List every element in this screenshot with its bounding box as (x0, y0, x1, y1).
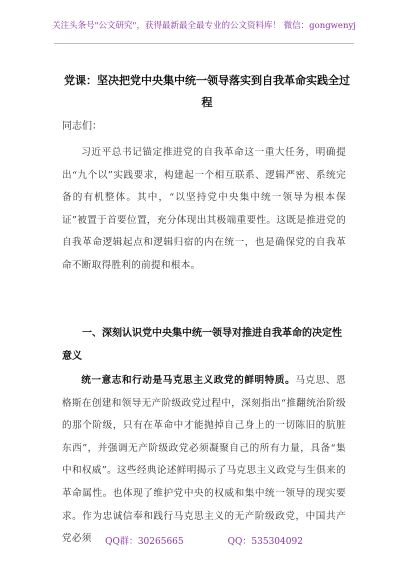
header-promo-note: 关注头条号"公文研究"，获得最新最全最专业的公文资料库！ 微信：gongwenyj (52, 21, 356, 31)
section-paragraph-text: 马克思、恩格斯在创建和领导无产阶级政党过程中，深刻指出“推翻统治阶级的那个阶级，只有在革命中才能抛掉自己身上的一切陈旧的肮脏东西”，并强调无产阶级政党必须凝聚自己的所有力量，具备“集中和权威”。这些经典论述鲜明揭示了马克思主义政党与生俱来的革命属性。也体现了维护党中央的权威和集中统一领导的现实要求。作为忠诚信奉和践行马克思主义的无产阶级政党，中国共产党必须 (62, 375, 346, 545)
footer-qq: QQ：535304092 (227, 537, 303, 547)
salutation: 同志们： (62, 121, 102, 132)
footer-contact (0, 536, 408, 548)
section-heading: 一、深刻认识党中央集中统一领导对推进自我革命的决定性意义 (62, 328, 342, 362)
document-title: 党课：坚决把党中央集中统一领导落实到自我革命实践全过程 (64, 74, 350, 109)
header-divider (54, 43, 354, 44)
section-paragraph (62, 370, 346, 551)
intro-paragraph: 习近平总书记锚定推进党的自我革命这一重大任务，明确提出“九个以”实践要求，构建起一个相互联系、逻辑严密、系统完备的有机整体。其中，“以坚持党中央集中统一领导为根本保证”被置于首要位置，充分体现出其极端重要性。这既是推进党的自我革命逻辑起点和逻辑归宿的内在统一，也是确保党的自我革命不断取得胜利的前提和根本。 (62, 147, 346, 271)
section-lead-sentence: 统一意志和行动是马克思主义政党的鲜明特质。 (81, 375, 296, 386)
footer-qq-group: QQ群：30265665 (105, 537, 184, 547)
section-body (62, 370, 346, 551)
intro-section (62, 142, 346, 278)
